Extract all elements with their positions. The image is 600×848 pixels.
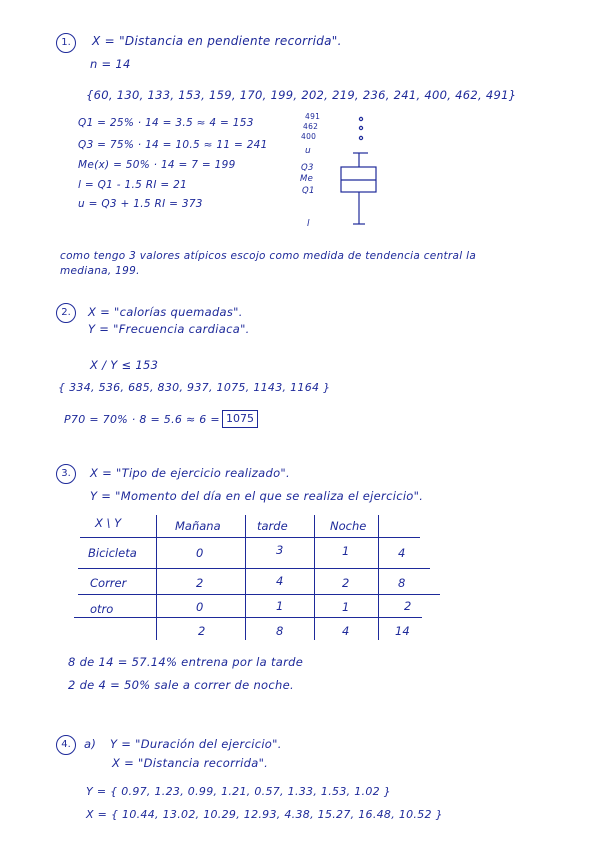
boxplot-label-u: u: [305, 146, 312, 156]
table-hline: [80, 537, 420, 538]
boxplot-label-l: l: [307, 219, 310, 229]
q1-upper-fence: u = Q3 + 1.5 RI = 373: [78, 198, 203, 210]
q2-answer-box: 1075: [222, 410, 258, 428]
table-cell: 0: [196, 546, 204, 560]
q1-sample-size: n = 14: [90, 57, 131, 71]
outlier-491: [359, 117, 362, 120]
table-header-noche: Noche: [330, 519, 367, 533]
table-header-manana: Mañana: [175, 519, 221, 533]
table-total: 8: [276, 624, 284, 638]
exercise-4-number: 4.: [56, 735, 76, 755]
table-row-label-otro: otro: [90, 602, 114, 616]
boxplot-label-491: 491: [305, 112, 321, 121]
q1-median: Me(x) = 50% · 14 = 7 = 199: [78, 159, 236, 171]
q2-condition: X / Y ≤ 153: [90, 358, 159, 372]
outlier-400: [359, 136, 362, 139]
q3-y-definition: Y = "Momento del día en el que se realiza el ejercicio".: [90, 489, 424, 503]
q2-percentile-calc: P70 = 70% · 8 = 5.6 ≈ 6 =: [64, 413, 220, 426]
q2-x-definition: X = "calorías quemadas".: [88, 305, 243, 319]
q1-quartile-3: Q3 = 75% · 14 = 10.5 ≈ 11 = 241: [78, 139, 268, 151]
table-cell: 8: [398, 576, 406, 590]
q1-conclusion-line-2: mediana, 199.: [60, 265, 140, 277]
table-vline: [156, 515, 157, 640]
table-row-label-correr: Correr: [90, 576, 127, 590]
q2-y-definition: Y = "Frecuencia cardiaca".: [88, 322, 250, 336]
q1-variable-definition: X = "Distancia en pendiente recorrida".: [92, 34, 342, 48]
table-cell: 4: [276, 574, 284, 588]
q3-result-2: 2 de 4 = 50% sale a correr de noche.: [68, 678, 294, 692]
table-hline: [78, 568, 430, 569]
table-corner-label: X \ Y: [95, 516, 122, 530]
table-vline: [314, 515, 315, 640]
table-cell: 4: [398, 546, 406, 560]
table-row-label-bicicleta: Bicicleta: [88, 546, 137, 560]
q3-result-1: 8 de 14 = 57.14% entrena por la tarde: [68, 655, 304, 669]
q4-x-definition: X = "Distancia recorrida".: [112, 756, 269, 770]
table-cell: 0: [196, 600, 204, 614]
q4-y-data: Y = { 0.97, 1.23, 0.99, 1.21, 0.57, 1.33, 1.53, 1.02 }: [86, 785, 392, 798]
exercise-1-number: 1.: [56, 33, 76, 53]
table-cell: 3: [276, 543, 284, 557]
boxplot-label-400: 400: [301, 132, 317, 141]
table-vline: [245, 515, 246, 640]
boxplot-label-me: Me: [300, 174, 314, 184]
table-total: 2: [198, 624, 206, 638]
table-hline: [78, 594, 440, 595]
q1-quartile-1: Q1 = 25% · 14 = 3.5 ≈ 4 = 153: [78, 117, 254, 129]
table-total: 4: [342, 624, 350, 638]
q3-x-definition: X = "Tipo de ejercicio realizado".: [90, 466, 290, 480]
table-hline: [74, 617, 422, 618]
outlier-462: [359, 126, 362, 129]
q1-conclusion-line-1: como tengo 3 valores atípicos escojo como medida de tendencia central la: [60, 250, 477, 262]
exercise-2-number: 2.: [56, 303, 76, 323]
q4-part-a: a): [84, 737, 97, 751]
boxplot-label-462: 462: [303, 122, 319, 131]
q1-lower-fence: l = Q1 - 1.5 RI = 21: [78, 179, 188, 191]
q1-data-set: {60, 130, 133, 153, 159, 170, 199, 202, 219, 236, 241, 400, 462, 491}: [86, 88, 517, 102]
table-cell: 2: [342, 576, 350, 590]
exercise-3-number: 3.: [56, 464, 76, 484]
table-cell: 1: [276, 599, 284, 613]
table-total: 14: [395, 624, 410, 638]
q2-data-set: { 334, 536, 685, 830, 937, 1075, 1143, 1164 }: [58, 381, 331, 394]
q4-y-definition: Y = "Duración del ejercicio".: [110, 737, 282, 751]
table-cell: 2: [196, 576, 204, 590]
q4-x-data: X = { 10.44, 13.02, 10.29, 12.93, 4.38, 15.27, 16.48, 10.52 }: [86, 808, 443, 821]
table-cell: 1: [342, 600, 350, 614]
table-cell: 2: [404, 599, 412, 613]
table-cell: 1: [342, 544, 350, 558]
boxplot-label-q3: Q3: [301, 163, 314, 173]
boxplot-label-q1: Q1: [302, 186, 315, 196]
table-header-tarde: tarde: [257, 519, 288, 533]
table-vline: [378, 515, 379, 640]
